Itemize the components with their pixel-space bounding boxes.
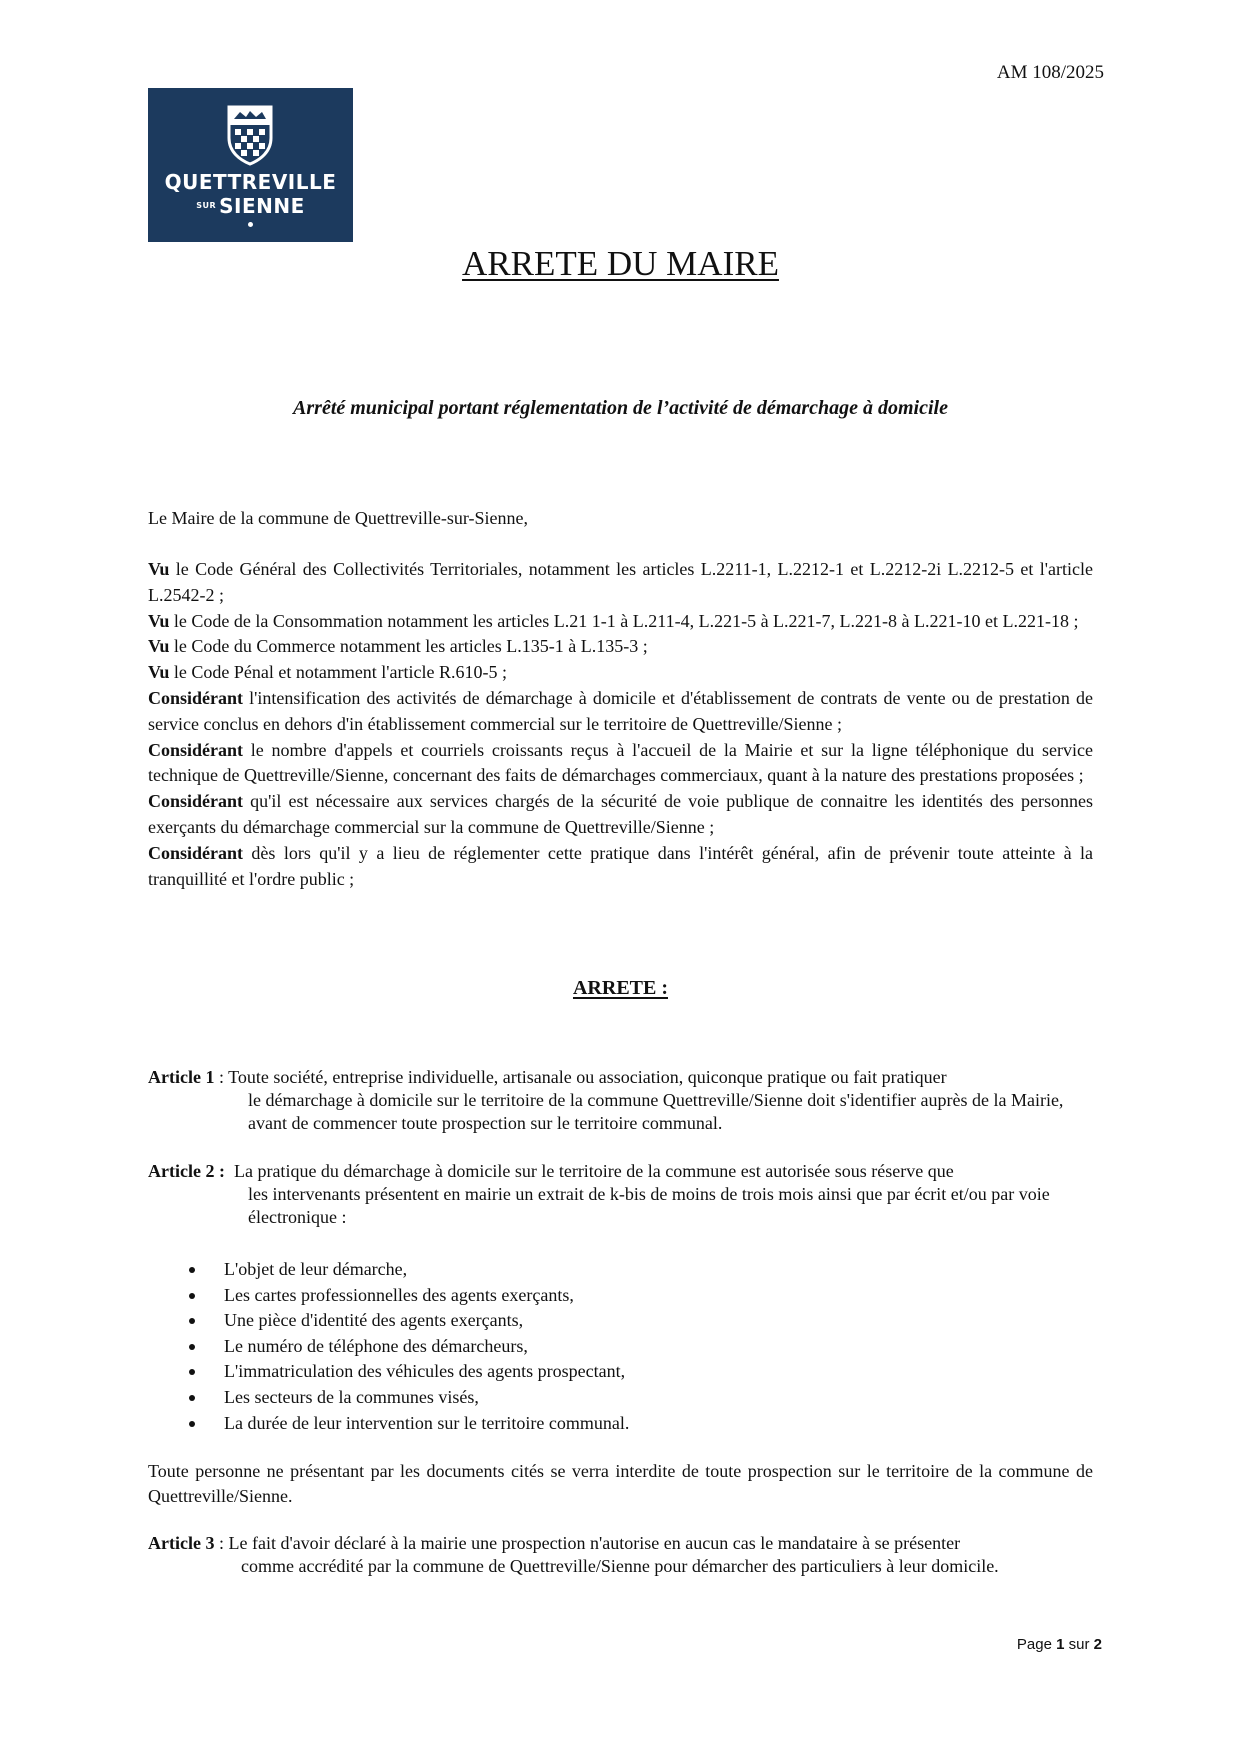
commune-logo	[148, 88, 353, 242]
document-title: ARRETE DU MAIRE	[462, 244, 779, 283]
document-subtitle: Arrêté municipal portant réglementation de l’activité de démarchage à domicile	[293, 397, 948, 419]
page-word: Page	[1016, 1636, 1052, 1653]
article-continuation: le démarchage à domicile sur le territoire de la commune Quettreville/Sienne doit s'identifier auprès de la Mairie, avant de commencer toute prospection sur le territoire communal.	[248, 1090, 1064, 1133]
list-item: L'immatriculation des véhicules des agents prospectant,	[188, 1359, 629, 1385]
logo-line2-wrap	[148, 194, 353, 218]
list-item: La durée de leur intervention sur le territoire communal.	[188, 1411, 629, 1437]
recitals	[148, 557, 1093, 892]
article-first-line: Le fait d'avoir déclaré à la mairie une prospection n'autorise en aucun cas le mandataire à se présenter	[228, 1533, 961, 1553]
article-sep: :	[214, 1067, 229, 1087]
recital-item	[148, 609, 1093, 635]
list-item: L'objet de leur démarche,	[188, 1257, 629, 1283]
recital-item	[148, 660, 1093, 686]
list-item: Les cartes professionnelles des agents exerçants,	[188, 1283, 629, 1309]
list-item: Le numéro de téléphone des démarcheurs,	[188, 1334, 629, 1360]
list-item: Les secteurs de la communes visés,	[188, 1385, 629, 1411]
page-total: 2	[1093, 1636, 1102, 1653]
recital-lead: Vu	[148, 610, 170, 631]
article-3	[148, 1532, 1093, 1578]
article-1	[148, 1066, 1093, 1135]
recital-lead: Considérant	[148, 739, 244, 760]
page-number	[1017, 1636, 1102, 1653]
logo-line1: QUETTREVILLE	[164, 170, 337, 194]
logo-line2: SIENNE	[219, 194, 305, 218]
recital-lead: Considérant	[148, 687, 244, 708]
recital-text: qu'il est nécessaire aux services chargés de la sécurité de voie publique de connaitre les identités des personnes exerçants du démarchage commercial sur la commune de Quettreville/Sienne ;	[148, 791, 1093, 837]
article-label: Article 1	[148, 1067, 215, 1087]
recital-item	[148, 557, 1093, 609]
recital-lead: Considérant	[148, 842, 244, 863]
logo-dot	[248, 222, 253, 227]
article-sep: :	[214, 1533, 229, 1553]
of-word: sur	[1068, 1636, 1090, 1653]
article-first-line: La pratique du démarchage à domicile sur le territoire de la commune est autorisée sous réserve que	[233, 1161, 954, 1181]
recital-text: le Code de la Consommation notamment les articles L.21 1-1 à L.211-4, L.221-5 à L.221-7, L.221-8 à L.221-10 et L.221-18 ;	[169, 610, 1079, 631]
closing-paragraph: Toute personne ne présentant par les documents cités se verra interdite de toute prospection sur le territoire de la commune de Quettreville/Sienne.	[148, 1461, 1093, 1506]
requirements-list	[188, 1257, 629, 1436]
arrete-heading: ARRETE :	[572, 977, 668, 999]
recital-text: le Code Général des Collectivités Territoriales, notamment les articles L.2211-1, L.2212-1 et L.2212-2i L.2212-5 et l'article L.2542-2 ;	[148, 559, 1093, 605]
document-reference: AM 108/2025	[996, 62, 1104, 83]
recital-text: le nombre d'appels et courriels croissants reçus à l'accueil de la Mairie et sur la ligne téléphonique du service technique de Quettreville/Sienne, concernant des faits de démarchages commerciaux, quant à la nature des prestations proposées ;	[148, 739, 1093, 786]
article-2	[148, 1160, 1093, 1229]
article-continuation: les intervenants présentent en mairie un extrait de k-bis de moins de trois mois ainsi que par écrit et/ou par voie électronique :	[248, 1184, 1050, 1227]
recital-item	[148, 686, 1093, 738]
page-current: 1	[1056, 1636, 1065, 1653]
intro-line: Le Maire de la commune de Quettreville-sur-Sienne,	[148, 508, 528, 528]
recital-item	[148, 634, 1093, 660]
recital-lead: Vu	[148, 636, 170, 657]
recital-item	[148, 738, 1093, 790]
article-sep	[225, 1161, 234, 1181]
logo-sur: SUR	[196, 201, 217, 210]
article-label: Article 2 :	[148, 1161, 225, 1181]
recital-text: le Code Pénal et notamment l'article R.610-5 ;	[169, 662, 508, 683]
recital-text: le Code du Commerce notamment les articles L.135-1 à L.135-3 ;	[169, 636, 648, 657]
recital-text: l'intensification des activités de démarchage à domicile et d'établissement de contrats de vente ou de prestation de service conclus en dehors d'in établissement commercial sur le territoire de Quettreville/Sienne ;	[148, 687, 1093, 734]
article-continuation: comme accrédité par la commune de Quettreville/Sienne pour démarcher des particuliers à leur domicile.	[241, 1556, 999, 1576]
recital-item	[148, 789, 1093, 841]
recital-lead: Considérant	[148, 791, 244, 812]
article-label: Article 3	[148, 1533, 215, 1553]
coat-of-arms-icon	[226, 104, 274, 166]
recital-lead: Vu	[148, 559, 170, 579]
recital-text: dès lors qu'il y a lieu de réglementer cette pratique dans l'intérêt général, afin de prévenir toute atteinte à la tranquillité et l'ordre public ;	[148, 842, 1093, 889]
recital-item	[148, 841, 1093, 893]
list-item: Une pièce d'identité des agents exerçants,	[188, 1308, 629, 1334]
recital-lead: Vu	[148, 662, 170, 683]
article-first-line: Toute société, entreprise individuelle, artisanale ou association, quiconque pratique ou fait pratiquer	[228, 1067, 947, 1087]
